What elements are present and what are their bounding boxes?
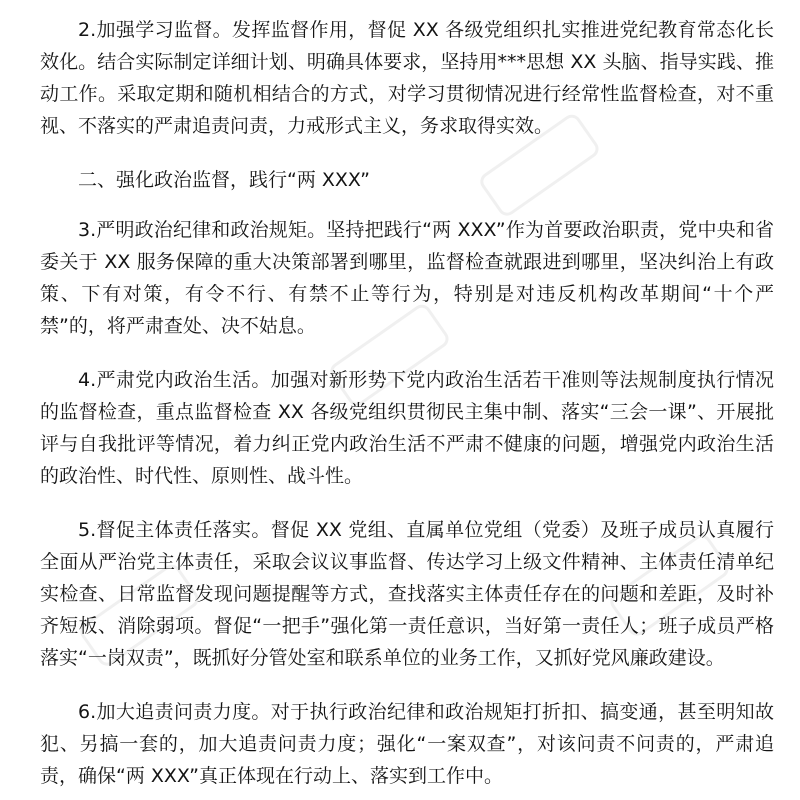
paragraph-2-study-supervision: 2.加强学习监督。发挥监督作用，督促 XX 各级党组织扎实推进党纪教育常态化长效化。结合实际制定详细计划、明确具体要求，坚持用***思想 XX 头脑、指导实践、推动工作。采取定期和随机相结合的方式，对学习贯彻情况进行经常性监督检查，对不重视、不落实的严肃追责问责，力戒形式主义，务求取得实效。 [40,19,774,137]
paragraph-5-main-responsibility: 5.督促主体责任落实。督促 XX 党组、直属单位党组（党委）及班子成员认真履行全面从严治党主体责任，采取会议议事监督、传达学习上级文件精神、主体责任清单纪实检查、日常监督发现问题提醒等方式，查找落实主体责任存在的问题和差距，及时补齐短板、消除弱项。督促“一把手”强化第一责任意识，当好第一责任人；班子成员严格落实“一岗双责”，既抓好分管处室和联系单位的业务工作，又抓好党风廉政建设。 [40,519,774,669]
section-heading-political-supervision: 二、强化政治监督，践行“两 XXX” [78,169,371,191]
paragraph-4-political-life: 4.严肃党内政治生活。加强对新形势下党内政治生活若干准则等法规制度执行情况的监督检查，重点监督检查 XX 各级党组织贯彻民主集中制、落实“三会一课”、开展批评与自我批评等情况，着力纠正党内政治生活不严肃不健康的问题，增强党内政治生活的政治性、时代性、原则性、战斗性。 [40,369,774,487]
paragraph-3-political-discipline: 3.严明政治纪律和政治规矩。坚持把践行“两 XXX”作为首要政治职责，党中央和省委关于 XX 服务保障的重大决策部署到哪里，监督检查就跟进到哪里，坚决纠治上有政策、下有对策，有令不行、有禁不止等行为，特别是对违反机构改革期间“十个严禁”的，将严肃查处、决不姑息。 [40,219,774,337]
paragraph-6-accountability: 6.加大追责问责力度。对于执行政治纪律和政治规矩打折扣、搞变通，甚至明知故犯、另搞一套的，加大追责问责力度；强化“一案双查”，对该问责不问责的，严肃追责，确保“两 XXX”真正体现在行动上、落实到工作中。 [40,701,774,787]
